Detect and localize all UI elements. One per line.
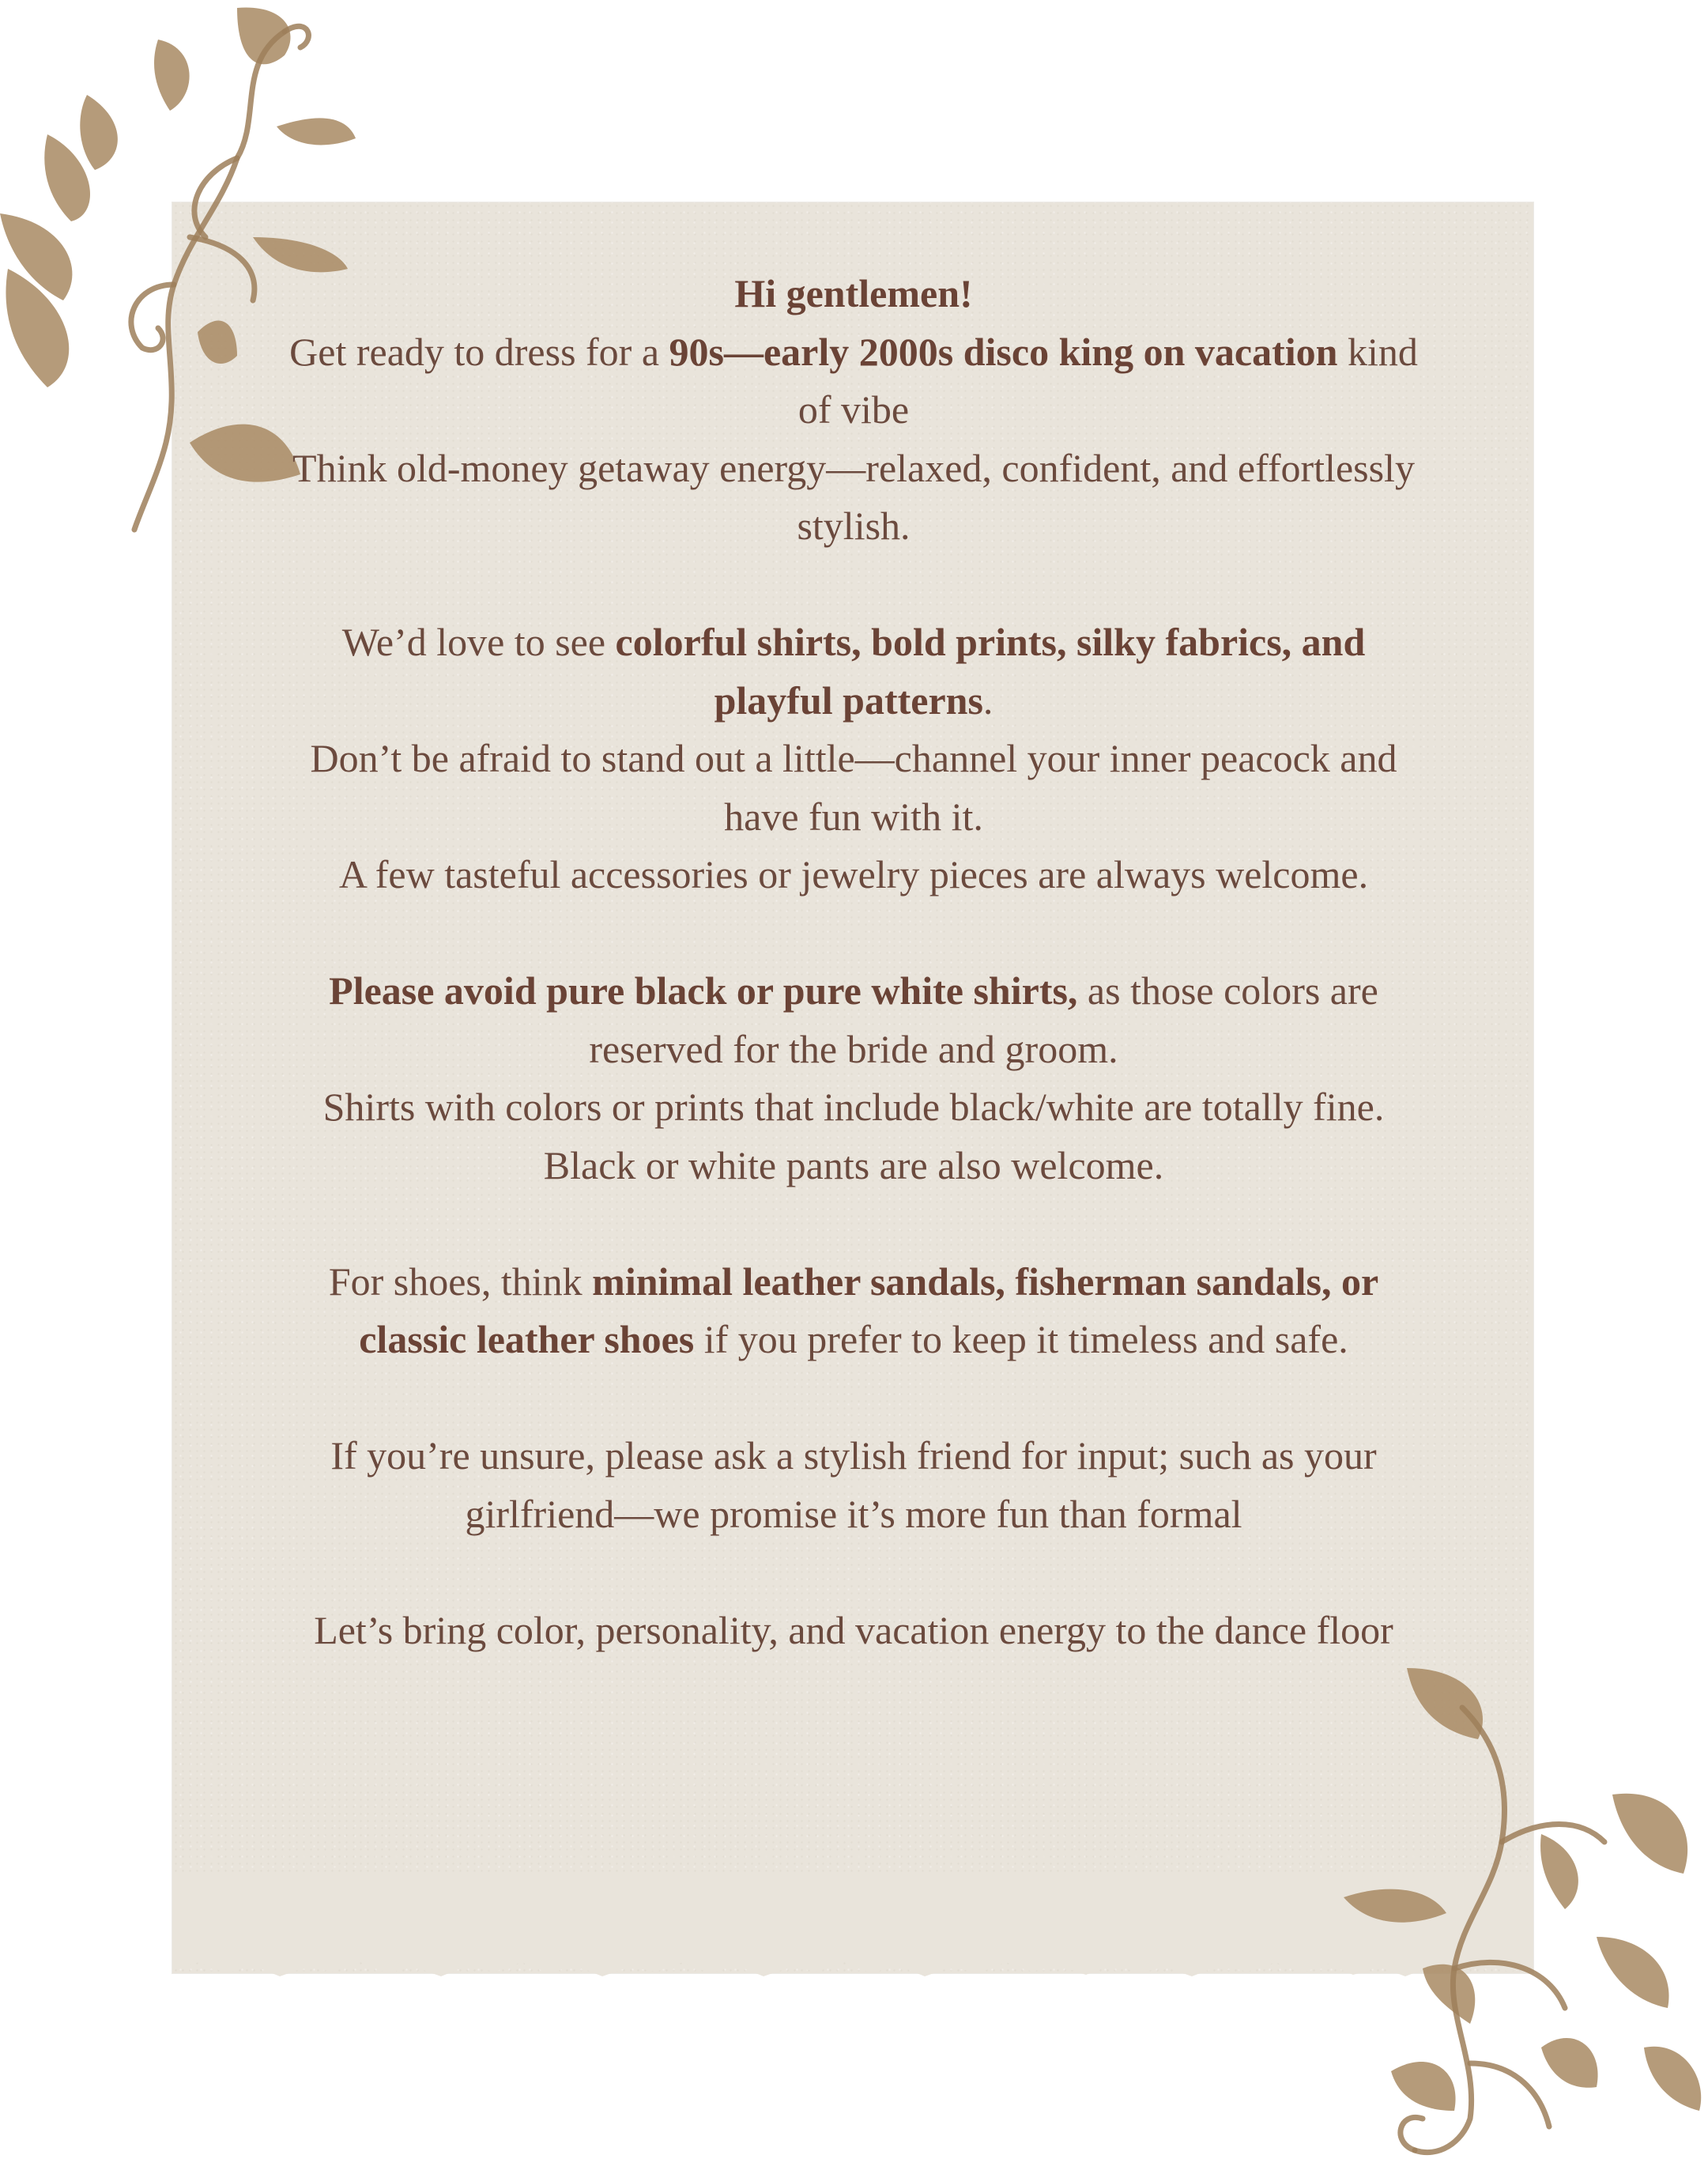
paragraph-avoid: Please avoid pure black or pure white shirts, as those colors are reserved for the bride and groom. (329, 968, 1378, 1071)
dress-code-message (285, 265, 1423, 1659)
paragraph-closing: Let’s bring color, personality, and vacation energy to the dance floor (314, 1607, 1393, 1652)
paragraph-shoes: For shoes, think minimal leather sandals, fisherman sandals, or classic leather shoes if you prefer to keep it timeless and safe. (328, 1259, 1379, 1361)
paragraph-accessories: A few tasteful accessories or jewelry pieces are always welcome. (338, 852, 1369, 896)
paragraph-unsure: If you’re unsure, please ask a stylish friend for input; such as your girlfriend—we promise it’s more fun than formal (330, 1433, 1377, 1536)
greeting: Hi gentlemen! (734, 271, 973, 315)
paragraph-prints-ok: Shirts with colors or prints that include black/white are totally fine. (322, 1085, 1385, 1129)
watercolor-vine-icon (1344, 1636, 1708, 2174)
paragraph-stand-out: Don’t be afraid to stand out a little—channel your inner peacock and have fun with it. (310, 736, 1397, 839)
paragraph-pants: Black or white pants are also welcome. (543, 1142, 1164, 1187)
paragraph-shirts: We’d love to see colorful shirts, bold prints, silky fabrics, and playful patterns. (341, 620, 1366, 723)
torn-paper-edge (172, 1874, 1533, 1992)
paragraph-energy: Think old-money getaway energy—relaxed, confident, and effortlessly stylish. (292, 445, 1415, 548)
paragraph-theme: Get ready to dress for a 90s—early 2000s disco king on vacation kind of vibe (289, 329, 1418, 432)
